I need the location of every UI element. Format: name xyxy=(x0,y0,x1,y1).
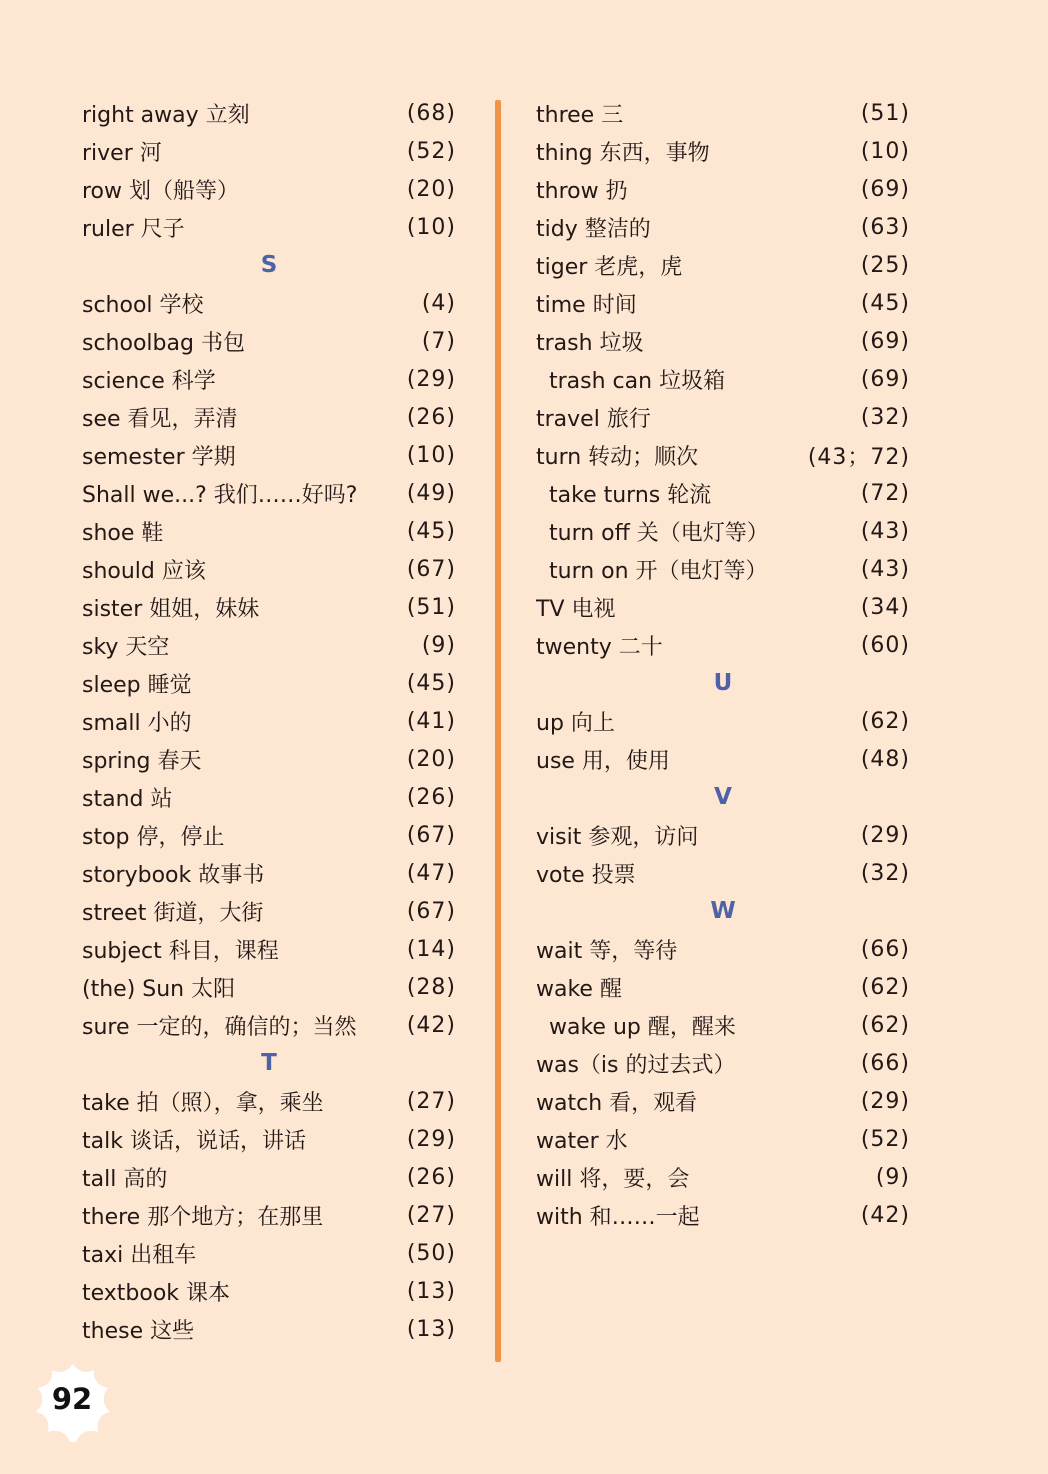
glossary-entry xyxy=(536,322,910,360)
glossary-entry xyxy=(536,398,910,436)
entry-word: spring 春天 xyxy=(82,748,202,774)
entry-word: take 拍（照），拿，乘坐 xyxy=(82,1090,324,1116)
entry-word: right away 立刻 xyxy=(82,102,250,128)
glossary-entry xyxy=(536,360,910,398)
entry-page-ref: (50) xyxy=(406,1240,456,1266)
glossary-entry xyxy=(82,474,456,512)
entry-page-ref: (26) xyxy=(406,1164,456,1190)
entry-word: sister 姐姐，妹妹 xyxy=(82,596,260,622)
entry-word: TV 电视 xyxy=(536,596,616,622)
glossary-entry xyxy=(82,626,456,664)
glossary-entry xyxy=(536,94,910,132)
glossary-entry xyxy=(536,1196,910,1234)
entry-page-ref: (52) xyxy=(406,138,456,164)
glossary-entry xyxy=(82,436,456,474)
glossary-entry xyxy=(536,284,910,322)
entry-word: turn on 开（电灯等） xyxy=(549,558,768,584)
entry-page-ref: (45) xyxy=(406,670,456,696)
glossary-entry xyxy=(82,1082,456,1120)
glossary-entry xyxy=(536,1120,910,1158)
entry-page-ref: (63) xyxy=(860,214,910,240)
glossary-entry xyxy=(82,816,456,854)
entry-word: stand 站 xyxy=(82,786,173,812)
entry-page-ref: (41) xyxy=(406,708,456,734)
entry-page-ref: (48) xyxy=(860,746,910,772)
glossary-entry xyxy=(536,740,910,778)
entry-word: will 将，要，会 xyxy=(536,1166,690,1192)
glossary-entry xyxy=(82,664,456,702)
entry-page-ref: (62) xyxy=(860,708,910,734)
entry-page-ref: (43；72) xyxy=(807,444,910,470)
glossary-entry xyxy=(82,588,456,626)
entry-word: vote 投票 xyxy=(536,862,636,888)
entry-word: small 小的 xyxy=(82,710,192,736)
entry-page-ref: (10) xyxy=(406,214,456,240)
glossary-entry xyxy=(536,246,910,284)
entry-word: turn 转动；顺次 xyxy=(536,444,699,470)
entry-word: visit 参观，访问 xyxy=(536,824,699,850)
entry-page-ref: (62) xyxy=(860,974,910,1000)
glossary-entry xyxy=(536,1082,910,1120)
entry-page-ref: (32) xyxy=(860,404,910,430)
glossary-entry xyxy=(82,778,456,816)
glossary-entry xyxy=(536,436,910,474)
entry-word: thing 东西，事物 xyxy=(536,140,710,166)
glossary-entry xyxy=(536,132,910,170)
entry-page-ref: (68) xyxy=(406,100,456,126)
entry-word: schoolbag 书包 xyxy=(82,330,245,356)
section-letter: T xyxy=(261,1050,277,1076)
entry-word: travel 旅行 xyxy=(536,406,651,432)
entry-word: should 应该 xyxy=(82,558,206,584)
glossary-entry xyxy=(536,512,910,550)
section-letter: U xyxy=(713,670,733,696)
entry-word: see 看见，弄清 xyxy=(82,406,238,432)
entry-page-ref: (29) xyxy=(860,822,910,848)
glossary-entry xyxy=(536,588,910,626)
entry-page-ref: (67) xyxy=(406,822,456,848)
entry-word: trash 垃圾 xyxy=(536,330,644,356)
entry-page-ref: (32) xyxy=(860,860,910,886)
entry-page-ref: (67) xyxy=(406,556,456,582)
entry-word: take turns 轮流 xyxy=(549,482,712,508)
entry-page-ref: (20) xyxy=(406,176,456,202)
entry-word: shoe 鞋 xyxy=(82,520,164,546)
glossary-entry xyxy=(82,930,456,968)
entry-page-ref: (9) xyxy=(421,632,456,658)
glossary-entry xyxy=(536,170,910,208)
entry-page-ref: (9) xyxy=(875,1164,910,1190)
section-letter: W xyxy=(710,898,736,924)
entry-word: sleep 睡觉 xyxy=(82,672,192,698)
entry-word: wait 等，等待 xyxy=(536,938,678,964)
entry-word: river 河 xyxy=(82,140,162,166)
entry-word: three 三 xyxy=(536,102,624,128)
page-number-badge xyxy=(34,1362,112,1446)
entry-page-ref: (14) xyxy=(406,936,456,962)
entry-page-ref: (42) xyxy=(406,1012,456,1038)
entry-word: wake up 醒，醒来 xyxy=(549,1014,736,1040)
page-number: 92 xyxy=(51,1382,93,1416)
entry-word: throw 扔 xyxy=(536,178,628,204)
entry-word: science 科学 xyxy=(82,368,216,394)
entry-page-ref: (60) xyxy=(860,632,910,658)
glossary-entry xyxy=(536,1006,910,1044)
entry-page-ref: (52) xyxy=(860,1126,910,1152)
entry-page-ref: (66) xyxy=(860,1050,910,1076)
entry-word: watch 看，观看 xyxy=(536,1090,698,1116)
entry-page-ref: (69) xyxy=(860,328,910,354)
glossary-entry xyxy=(82,512,456,550)
entry-word: up 向上 xyxy=(536,710,615,736)
glossary-entry xyxy=(82,1006,456,1044)
entry-word: water 水 xyxy=(536,1128,628,1154)
entry-page-ref: (4) xyxy=(421,290,456,316)
glossary-entry xyxy=(536,702,910,740)
entry-word: subject 科目，课程 xyxy=(82,938,279,964)
entry-page-ref: (62) xyxy=(860,1012,910,1038)
glossary-entry xyxy=(536,1044,910,1082)
entry-page-ref: (51) xyxy=(406,594,456,620)
entry-page-ref: (43) xyxy=(860,518,910,544)
glossary-entry xyxy=(536,930,910,968)
entry-page-ref: (45) xyxy=(860,290,910,316)
entry-page-ref: (49) xyxy=(406,480,456,506)
glossary-entry xyxy=(82,360,456,398)
glossary-entry xyxy=(82,854,456,892)
entry-page-ref: (34) xyxy=(860,594,910,620)
entry-page-ref: (27) xyxy=(406,1088,456,1114)
entry-page-ref: (29) xyxy=(406,1126,456,1152)
entry-word: with 和……一起 xyxy=(536,1204,700,1230)
entry-page-ref: (67) xyxy=(406,898,456,924)
entry-word: (the) Sun 太阳 xyxy=(82,976,236,1002)
glossary-entry xyxy=(82,1196,456,1234)
entry-word: taxi 出租车 xyxy=(82,1242,197,1268)
glossary-entry xyxy=(536,816,910,854)
glossary-entry xyxy=(536,854,910,892)
glossary-entry xyxy=(82,1310,456,1348)
glossary-entry xyxy=(536,474,910,512)
glossary-right-column xyxy=(536,94,910,1234)
glossary-entry xyxy=(536,626,910,664)
entry-word: wake 醒 xyxy=(536,976,622,1002)
glossary-entry xyxy=(536,208,910,246)
entry-page-ref: (13) xyxy=(406,1316,456,1342)
glossary-entry xyxy=(82,170,456,208)
entry-word: storybook 故事书 xyxy=(82,862,265,888)
entry-page-ref: (43) xyxy=(860,556,910,582)
glossary-left-column xyxy=(82,94,456,1348)
entry-word: tall 高的 xyxy=(82,1166,168,1192)
entry-word: row 划（船等） xyxy=(82,178,240,204)
entry-word: turn off 关（电灯等） xyxy=(549,520,769,546)
glossary-entry xyxy=(82,322,456,360)
entry-page-ref: (42) xyxy=(860,1202,910,1228)
glossary-entry xyxy=(82,740,456,778)
entry-word: sky 天空 xyxy=(82,634,170,660)
entry-word: these 这些 xyxy=(82,1318,195,1344)
glossary-entry xyxy=(536,550,910,588)
entry-page-ref: (7) xyxy=(421,328,456,354)
entry-page-ref: (72) xyxy=(860,480,910,506)
entry-page-ref: (29) xyxy=(406,366,456,392)
entry-page-ref: (69) xyxy=(860,176,910,202)
entry-page-ref: (10) xyxy=(406,442,456,468)
entry-word: school 学校 xyxy=(82,292,204,318)
entry-page-ref: (45) xyxy=(406,518,456,544)
glossary-entry xyxy=(82,398,456,436)
entry-word: twenty 二十 xyxy=(536,634,663,660)
glossary-entry xyxy=(82,702,456,740)
entry-word: there 那个地方；在那里 xyxy=(82,1204,324,1230)
entry-word: talk 谈话，说话，讲话 xyxy=(82,1128,306,1154)
entry-page-ref: (27) xyxy=(406,1202,456,1228)
entry-word: semester 学期 xyxy=(82,444,236,470)
entry-word: Shall we...? 我们……好吗? xyxy=(82,482,358,508)
entry-page-ref: (26) xyxy=(406,404,456,430)
glossary-entry xyxy=(536,968,910,1006)
entry-word: stop 停，停止 xyxy=(82,824,225,850)
glossary-entry xyxy=(82,968,456,1006)
entry-word: ruler 尺子 xyxy=(82,216,185,242)
entry-word: tiger 老虎，虎 xyxy=(536,254,683,280)
entry-page-ref: (20) xyxy=(406,746,456,772)
entry-word: time 时间 xyxy=(536,292,637,318)
entry-page-ref: (66) xyxy=(860,936,910,962)
entry-word: use 用，使用 xyxy=(536,748,670,774)
glossary-entry xyxy=(536,1158,910,1196)
entry-page-ref: (13) xyxy=(406,1278,456,1304)
glossary-entry xyxy=(82,132,456,170)
section-letter: S xyxy=(260,252,278,278)
column-divider xyxy=(495,100,501,1362)
glossary-entry xyxy=(82,1272,456,1310)
entry-page-ref: (47) xyxy=(406,860,456,886)
entry-page-ref: (69) xyxy=(860,366,910,392)
entry-word: street 街道，大街 xyxy=(82,900,264,926)
entry-page-ref: (10) xyxy=(860,138,910,164)
entry-word: sure 一定的，确信的；当然 xyxy=(82,1014,357,1040)
glossary-entry xyxy=(82,1158,456,1196)
glossary-entry xyxy=(82,1120,456,1158)
entry-page-ref: (29) xyxy=(860,1088,910,1114)
entry-page-ref: (51) xyxy=(860,100,910,126)
entry-page-ref: (25) xyxy=(860,252,910,278)
entry-page-ref: (28) xyxy=(406,974,456,1000)
glossary-entry xyxy=(82,1234,456,1272)
glossary-entry xyxy=(82,94,456,132)
entry-word: textbook 课本 xyxy=(82,1280,231,1306)
glossary-entry xyxy=(82,550,456,588)
entry-word: tidy 整洁的 xyxy=(536,216,651,242)
entry-word: was（is 的过去式） xyxy=(536,1052,736,1078)
glossary-entry xyxy=(82,208,456,246)
glossary-entry xyxy=(82,284,456,322)
glossary-entry xyxy=(82,892,456,930)
entry-word: trash can 垃圾箱 xyxy=(549,368,726,394)
section-letter: V xyxy=(714,784,732,810)
entry-page-ref: (26) xyxy=(406,784,456,810)
